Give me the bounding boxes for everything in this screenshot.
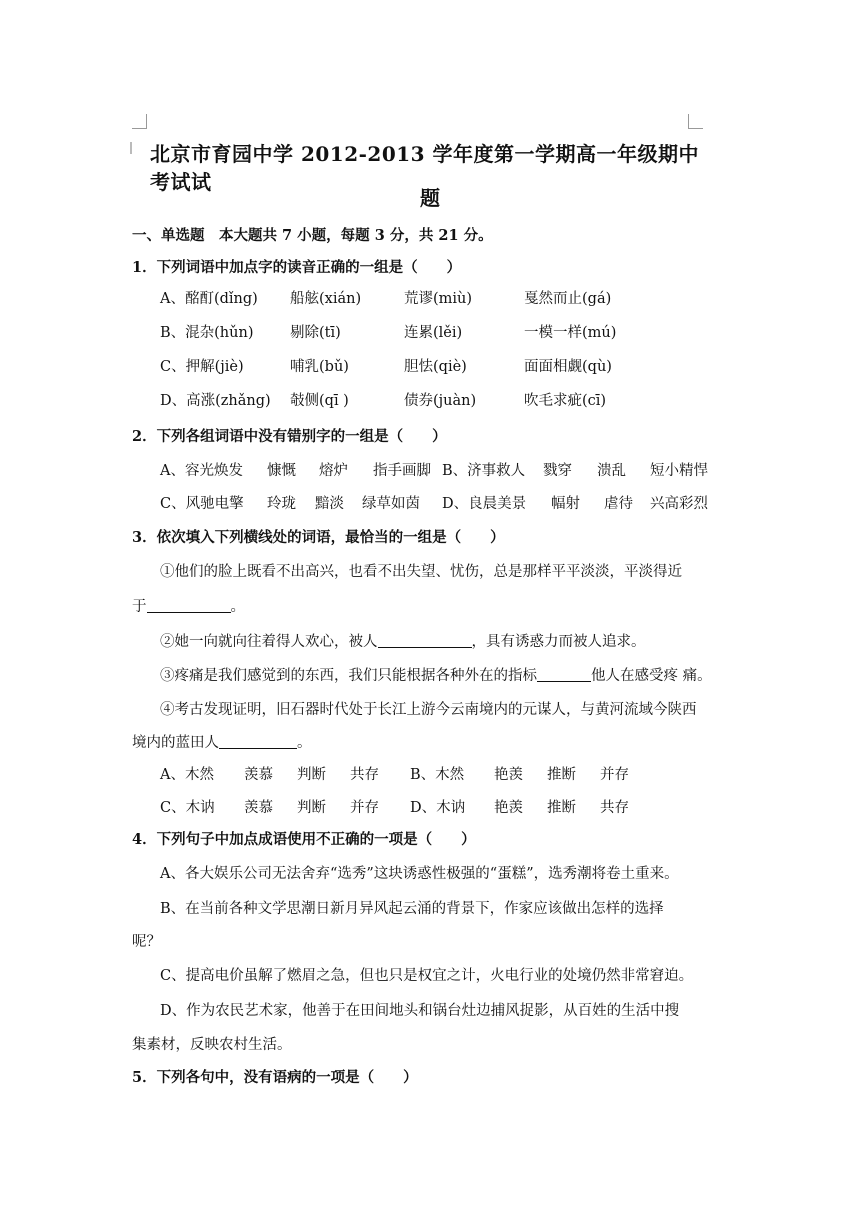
q2-option-a-term1: A、容光焕发	[160, 463, 243, 479]
q3-sentence-1-cont	[132, 597, 245, 617]
q2-option-d-term2: 幅射	[551, 496, 580, 512]
q3-sentence-4: ④考古发现证明，旧石器时代处于长江上游今云南境内的元谋人，与黄河流域今陕西	[160, 702, 697, 718]
q3-option-d-word1: D、木讷	[410, 800, 466, 816]
question-2-stem: 2．下列各组词语中没有错别字的一组是（ ）	[132, 428, 447, 445]
q2-option-b-term3: 溃乱	[597, 463, 626, 479]
margin-marker	[130, 142, 132, 154]
q3-sentence-3-suffix: 他人在感受疼 痛。	[591, 668, 712, 684]
q2-option-d-term4: 兴高彩烈	[650, 496, 708, 512]
page-title-continued: 题	[420, 186, 440, 210]
q1-option-b-word1: B、混杂(hǔn)	[160, 325, 254, 341]
q4-option-b: B、在当前各种文学思潮日新月异风起云涌的背景下，作家应该做出怎样的选择	[160, 901, 664, 917]
q2-option-d-term1: D、良晨美景	[442, 496, 527, 512]
q3-option-c-word4: 并存	[350, 800, 379, 816]
question-4-stem: 4．下列句子中加点成语使用不正确的一项是（ ）	[132, 831, 476, 848]
question-1-stem: 1．下列词语中加点字的读音正确的一组是（ ）	[132, 259, 462, 276]
q3-option-a-word3: 判断	[297, 767, 326, 783]
q1-option-b-word3: 连累(lěi)	[404, 325, 463, 341]
q3-sentence-1-suffix: 。	[230, 599, 245, 615]
q4-option-d: D、作为农民艺术家，他善于在田间地头和锅台灶边捕风捉影，从百姓的生活中搜	[160, 1003, 680, 1019]
q3-option-c-word2: 羡慕	[244, 800, 273, 816]
page-corner-mark	[132, 114, 147, 129]
q2-option-c-term2: 玲珑	[267, 496, 296, 512]
q3-option-b-word3: 推断	[547, 767, 576, 783]
q2-option-d-term3: 虐待	[604, 496, 633, 512]
q3-sentence-1-prefix: 于	[132, 599, 147, 615]
q4-option-d-cont: 集素材，反映农村生活。	[132, 1037, 292, 1053]
q3-option-c-word3: 判断	[297, 800, 326, 816]
q3-sentence-2	[160, 632, 646, 652]
question-5-stem: 5．下列各句中，没有语病的一项是（ ）	[132, 1069, 418, 1086]
q1-option-d-word3: 债券(juàn)	[404, 393, 477, 409]
fill-blank-2	[378, 633, 472, 648]
q1-option-c-word2: 哺乳(bǔ)	[290, 359, 349, 375]
q2-option-c-term3: 黯淡	[315, 496, 344, 512]
q2-option-a-term4: 指手画脚	[373, 463, 431, 479]
q1-option-c-word4: 面面相觑(qù)	[524, 359, 612, 375]
q3-option-d-word3: 推断	[547, 800, 576, 816]
page-title: 北京市育园中学 2012-2013 学年度第一学期高一年级期中考试试	[150, 142, 700, 194]
fill-blank-1	[147, 598, 231, 613]
q3-option-a-word1: A、木然	[160, 767, 214, 783]
fill-blank-4	[219, 734, 297, 749]
q4-option-b-cont: 呢？	[132, 934, 161, 950]
fill-blank-3	[537, 667, 591, 682]
q4-option-c: C、提高电价虽解了燃眉之急，但也只是权宜之计，火电行业的处境仍然非常窘迫。	[160, 968, 694, 984]
q1-option-c-word3: 胆怯(qiè)	[404, 359, 467, 375]
q1-option-d-word4: 吹毛求疵(cī)	[524, 393, 607, 409]
q3-option-d-word4: 共存	[600, 800, 629, 816]
page-corner-mark	[688, 114, 703, 129]
q1-option-a-word4: 戛然而止(gá)	[524, 291, 612, 307]
q2-option-b-term4: 短小精悍	[650, 463, 708, 479]
question-3-stem: 3．依次填入下列横线处的词语，最恰当的一组是（ ）	[132, 529, 505, 546]
q1-option-a-word1: A、酩酊(dǐng)	[160, 291, 258, 307]
q2-option-b-term1: B、济事救人	[442, 463, 526, 479]
q2-option-b-term2: 戮穿	[543, 463, 572, 479]
q3-sentence-2-prefix: ②她一向就向往着得人欢心，被人	[160, 634, 378, 650]
q1-option-a-word2: 船舷(xián)	[290, 291, 362, 307]
q3-option-b-word4: 并存	[600, 767, 629, 783]
q3-sentence-4-suffix: 。	[297, 735, 312, 751]
q3-sentence-3	[160, 666, 712, 686]
q2-option-a-term3: 熔炉	[319, 463, 348, 479]
q1-option-a-word3: 荒谬(miù)	[404, 291, 473, 307]
q3-option-b-word1: B、木然	[410, 767, 465, 783]
q3-option-a-word4: 共存	[350, 767, 379, 783]
q1-option-b-word4: 一模一样(mú)	[524, 325, 617, 341]
q3-sentence-4-prefix: 境内的蓝田人	[132, 735, 219, 751]
q2-option-c-term4: 绿草如茵	[362, 496, 420, 512]
q3-option-d-word2: 艳羡	[494, 800, 523, 816]
q3-sentence-1: ①他们的脸上既看不出高兴，也看不出失望、忧伤，总是那样平平淡淡，平淡得近	[160, 564, 682, 580]
q3-sentence-4-cont	[132, 733, 312, 753]
q3-option-c-word1: C、木讷	[160, 800, 215, 816]
q4-option-a: A、各大娱乐公司无法舍弃“选秀”这块诱惑性极强的“蛋糕”，选秀潮将卷土重来。	[160, 866, 679, 882]
q3-option-a-word2: 羡慕	[244, 767, 273, 783]
q1-option-c-word1: C、押解(jiè)	[160, 359, 244, 375]
q1-option-d-word1: D、高涨(zhǎng)	[160, 393, 271, 409]
section-heading: 一、单选题 本大题共 7 小题，每题 3 分，共 21 分。	[132, 227, 493, 244]
q1-option-b-word2: 剔除(tī)	[290, 325, 341, 341]
q3-sentence-2-suffix: ，具有诱惑力而被人追求。	[471, 634, 646, 650]
q1-option-d-word2: 攲侧(qī )	[290, 393, 349, 409]
q2-option-a-term2: 慷慨	[267, 463, 296, 479]
q3-option-b-word2: 艳羡	[494, 767, 523, 783]
q3-sentence-3-prefix: ③疼痛是我们感觉到的东西，我们只能根据各种外在的指标	[160, 668, 537, 684]
q2-option-c-term1: C、风驰电擎	[160, 496, 244, 512]
